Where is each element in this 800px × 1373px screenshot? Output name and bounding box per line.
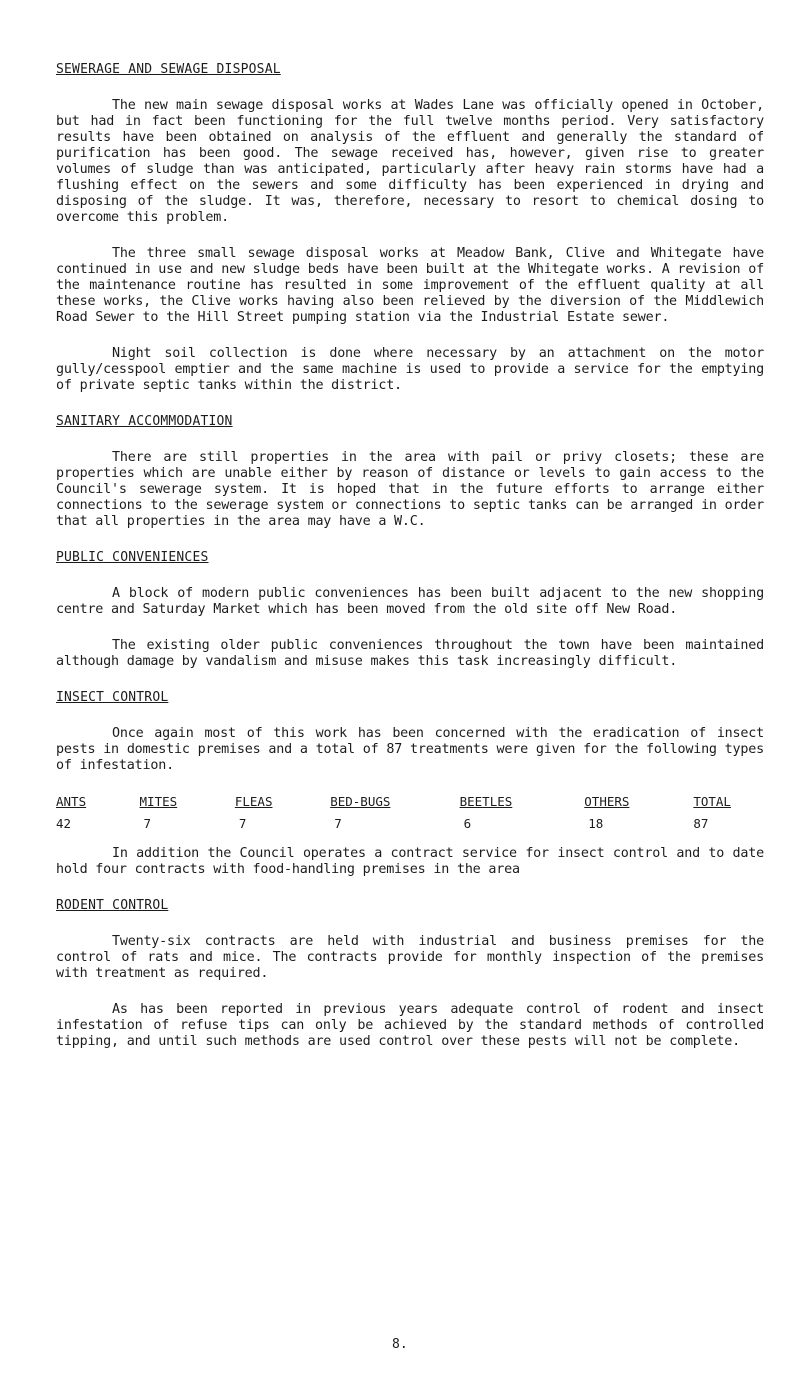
insect-treatments-table xyxy=(56,794,760,832)
paragraph: The three small sewage disposal works at Meadow Bank, Clive and Whitegate have continued in use and new sludge beds have been built at the Whitegate works. A revision of the maintenance routine has resulted in some improvement of the effluent quality at all these works, the Clive works having also been relieved by the diversion of the Middlewich Road Sewer to the Hill Street pumping station via the Industrial Estate sewer. xyxy=(56,246,764,325)
table-cell: 7 xyxy=(143,816,152,831)
heading-sanitary: SANITARY ACCOMMODATION xyxy=(56,414,233,429)
paragraph: Once again most of this work has been concerned with the eradication of insect pests in domestic premises and a total of 87 treatments were given for the following types of infestation. xyxy=(56,726,764,773)
column-header: OTHERS xyxy=(584,794,630,809)
paragraph: The new main sewage disposal works at Wades Lane was officially opened in October, but had in fact been functioning for the full twelve months period. Very satisfactory results have been obtained on analysis of the effluent and generally the standard of purification has been good. The sewage received has, however, given rise to greater volumes of sludge than was anticipated, particularly after heavy rain storms have had a flushing effect on the sewers and some difficulty has been experienced in drying and disposing of the sludge. It was, therefore, necessary to resort to chemical dosing to overcome this problem. xyxy=(56,98,764,225)
column-header: BED-BUGS xyxy=(330,794,391,809)
section-insect xyxy=(56,690,764,878)
paragraph: There are still properties in the area with pail or privy closets; these are properties which are unable either by reason of distance or levels to gain access to the Council's sewerage system. It is hoped that in the future efforts to arrange either connections to the sewerage system or connections to septic tanks can be arranged in order that all properties in the area may have a W.C. xyxy=(56,450,764,529)
section-sanitary xyxy=(56,414,764,530)
table-cell: 87 xyxy=(693,816,709,831)
heading-insect: INSECT CONTROL xyxy=(56,690,169,705)
paragraph: Twenty-six contracts are held with industrial and business premises for the control of rats and mice. The contracts provide for monthly inspection of the premises with treatment as required. xyxy=(56,934,764,981)
table-row xyxy=(56,816,760,832)
section-rodent xyxy=(56,898,764,1050)
table-cell: 6 xyxy=(463,816,472,831)
column-header: TOTAL xyxy=(693,794,731,809)
column-header: ANTS xyxy=(56,794,87,809)
paragraph: In addition the Council operates a contract service for insect control and to date hold four contracts with food-handling premises in the area xyxy=(56,846,764,877)
table-header-row xyxy=(56,794,760,816)
paragraph: A block of modern public conveniences has been built adjacent to the new shopping centre and Saturday Market which has been moved from the old site off New Road. xyxy=(56,586,764,617)
paragraph: As has been reported in previous years adequate control of rodent and insect infestation of refuse tips can only be achieved by the standard methods of controlled tipping, and until such methods are used control over these pests will not be complete. xyxy=(56,1002,764,1049)
column-header: BEETLES xyxy=(459,794,513,809)
paragraph: The existing older public conveniences throughout the town have been maintained although damage by vandalism and misuse makes this task increasingly difficult. xyxy=(56,638,764,669)
heading-sewerage: SEWERAGE AND SEWAGE DISPOSAL xyxy=(56,62,281,77)
heading-rodent: RODENT CONTROL xyxy=(56,898,169,913)
table-cell: 7 xyxy=(238,816,247,831)
page-number: 8. xyxy=(392,1337,408,1352)
section-sewerage xyxy=(56,62,764,394)
column-header: MITES xyxy=(139,794,178,809)
table-cell: 18 xyxy=(588,816,604,831)
paragraph: Night soil collection is done where necessary by an attachment on the motor gully/cesspool emptier and the same machine is used to provide a service for the emptying of private septic tanks within the district. xyxy=(56,346,764,393)
table-cell: 7 xyxy=(334,816,342,831)
heading-conveniences: PUBLIC CONVENIENCES xyxy=(56,550,209,565)
column-header: FLEAS xyxy=(234,794,273,809)
table-cell: 42 xyxy=(56,816,72,831)
section-conveniences xyxy=(56,550,764,670)
